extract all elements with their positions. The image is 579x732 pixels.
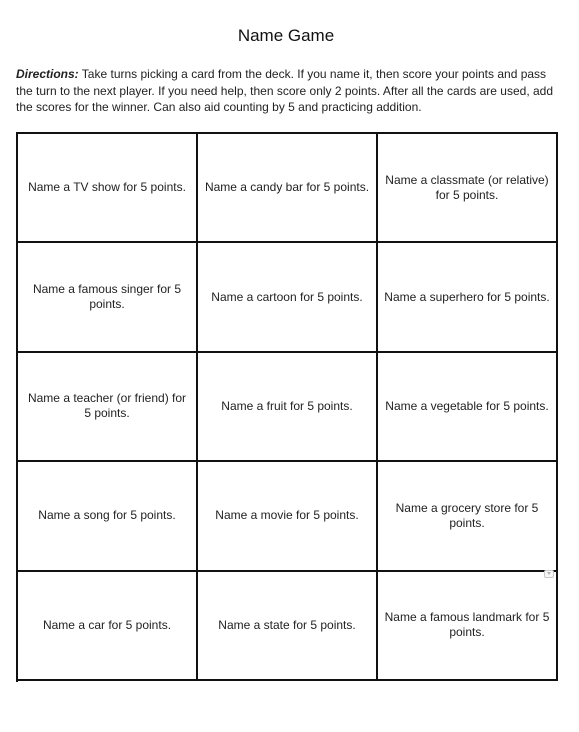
directions-label: Directions: [16,67,79,81]
card-superhero: Name a superhero for 5 points. [378,243,558,352]
card-classmate: Name a classmate (or relative) for 5 points. [378,134,558,243]
card-movie: Name a movie for 5 points. [198,462,378,571]
card-grocery-store: Name a grocery store for 5 points. [378,462,558,571]
card-vegetable: Name a vegetable for 5 points. [378,353,558,462]
card-famous-singer: Name a famous singer for 5 points. [18,243,198,352]
directions-text: Take turns picking a card from the deck. If you name it, then score your points and pass the turn to the next player. If you need help, then score only 2 points. After all the cards are used, add the scores for the winner. Can also aid counting by 5 and practicing addition. [16,67,554,114]
card-tv-show: Name a TV show for 5 points. [18,134,198,243]
page-title: Name Game [237,26,335,45]
card-state: Name a state for 5 points. [198,572,378,681]
card-cartoon: Name a cartoon for 5 points. [198,243,378,352]
card-song: Name a song for 5 points. [18,462,198,571]
card-fruit: Name a fruit for 5 points. [198,353,378,462]
card-teacher: Name a teacher (or friend) for 5 points. [18,353,198,462]
card-table [16,132,558,682]
dropdown-handle-icon[interactable] [544,570,554,578]
card-candy-bar: Name a candy bar for 5 points. [198,134,378,243]
directions-paragraph [16,66,562,116]
card-car: Name a car for 5 points. [18,572,198,681]
card-famous-landmark: Name a famous landmark for 5 points. [378,572,558,681]
